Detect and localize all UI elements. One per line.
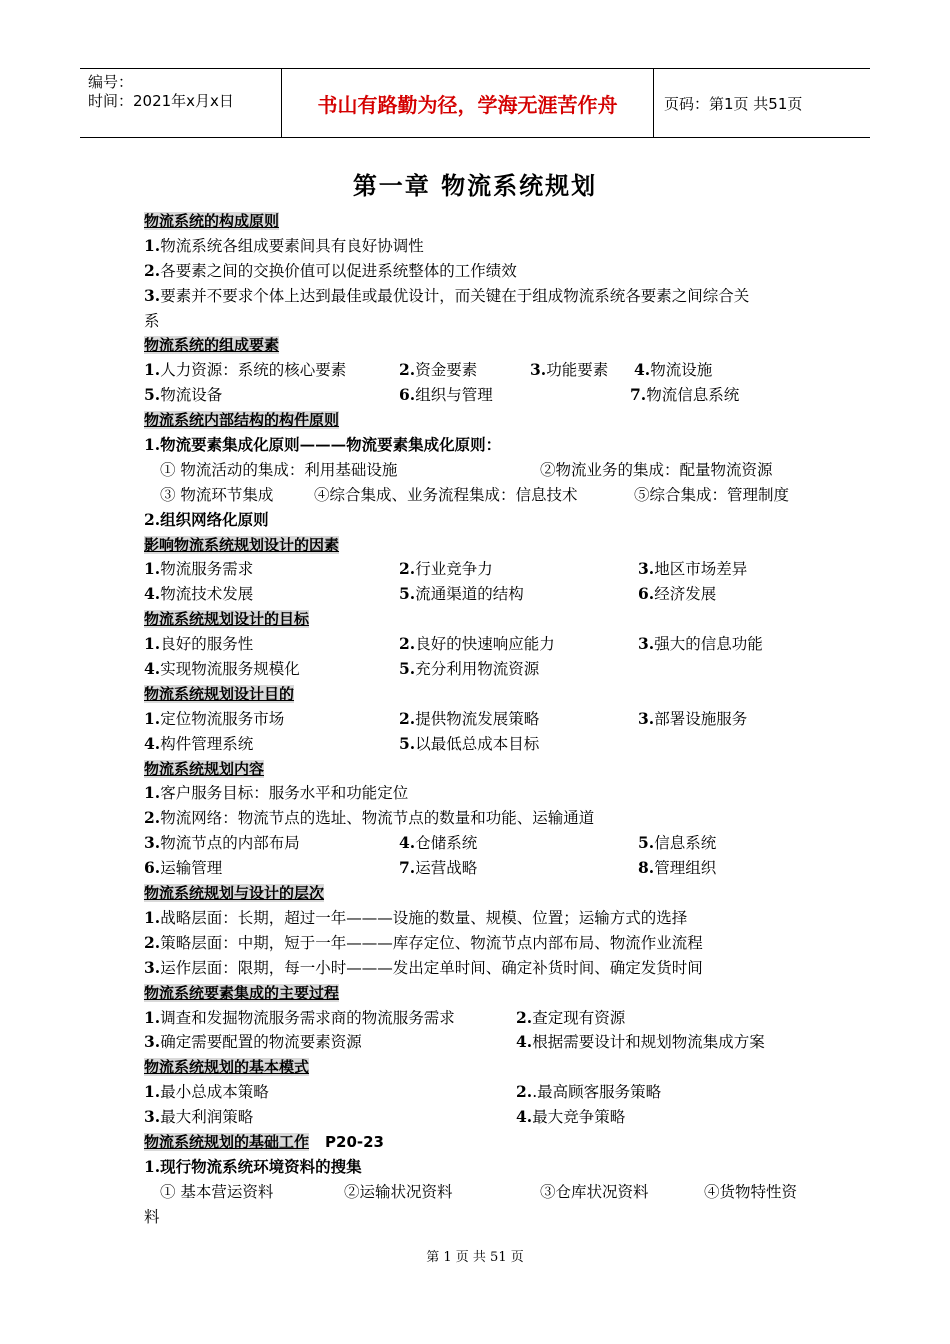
list-row: 1.良好的服务性 2.良好的快速响应能力 3.强大的信息功能 [144, 634, 763, 654]
list-item: 1.战略层面：长期，超过一年———设施的数量、规模、位置；运输方式的选择 [144, 907, 688, 927]
document-header [80, 68, 870, 138]
list-row: 4.构件管理系统 5.以最低总成本目标 [144, 733, 540, 753]
section-heading: 物流系统的组成要素 [144, 336, 280, 355]
list-item: 3.要素并不要求个体上达到最佳或最优设计，而关键在于组成物流系统各要素之间综合关 [144, 285, 750, 305]
subheading: 2.组织网络化原则 [144, 509, 269, 529]
document-body [144, 209, 824, 1230]
header-meta [80, 69, 282, 137]
section-heading: 物流系统规划内容 [144, 759, 265, 778]
section-heading: 物流系统内部结构的构件原则 [144, 411, 340, 430]
list-row: ① 基本营运资料 ②运输状况资料 ③仓库状况资料 ④货物特性资 [160, 1182, 798, 1201]
page-footer: 第 1 页 共 51 页 [426, 1250, 524, 1265]
list-row: 1.定位物流服务市场 2.提供物流发展策略 3.部署设施服务 [144, 708, 748, 728]
subheading: 1.物流要素集成化原则———物流要素集成化原则： [144, 435, 502, 455]
section-heading: 物流系统规划的基本模式 [144, 1058, 310, 1077]
time-label: 时间：2021年x月x日 [88, 92, 234, 110]
section-heading: 影响物流系统规划设计的因素 [144, 535, 340, 554]
list-row: 5.物流设备 6.组织与管理 7.物流信息系统 [144, 385, 740, 405]
list-row: 1.人力资源：系统的核心要素 2.资金要素 3.功能要素 4.物流设施 [144, 360, 713, 380]
page-reference: P20-23 [325, 1132, 384, 1151]
subheading: 1.现行物流系统环境资料的搜集 [144, 1156, 362, 1176]
list-item: 1.物流系统各组成要素间具有良好协调性 [144, 235, 424, 255]
list-row: ③ 物流环节集成 ④综合集成、业务流程集成：信息技术 ⑤综合集成：管理制度 [160, 485, 790, 504]
section-heading: 物流系统规划设计的目标 [144, 610, 310, 629]
list-item-continuation: 料 [144, 1207, 160, 1226]
list-row: 3.物流节点的内部布局 4.仓储系统 5.信息系统 [144, 833, 717, 853]
list-item: 2.物流网络：物流节点的选址、物流节点的数量和功能、运输通道 [144, 808, 595, 828]
list-row: ① 物流活动的集成：利用基础设施 ②物流业务的集成：配量物流资源 [160, 460, 773, 479]
section-heading: 物流系统规划与设计的层次 [144, 884, 325, 903]
header-motto: 书山有路勤为径，学海无涯苦作舟 [282, 69, 654, 137]
section-heading: 物流系统的构成原则 [144, 212, 280, 230]
list-row: 4.实现物流服务规模化 5.充分利用物流资源 [144, 659, 540, 679]
list-item: 2.策略层面：中期，短于一年———库存定位、物流节点内部布局、物流作业流程 [144, 932, 703, 952]
list-row: 3.最大利润策略 4.最大竞争策略 [144, 1107, 626, 1127]
list-item: 3.运作层面：限期，每一小时———发出定单时间、确定补货时间、确定发货时间 [144, 957, 703, 977]
list-row: 3.确定需要配置的物流要素资源 4.根据需要设计和规划物流集成方案 [144, 1032, 765, 1052]
serial-label: 编号： [88, 73, 134, 91]
list-row: 4.物流技术发展 5.流通渠道的结构 6.经济发展 [144, 584, 717, 604]
list-row: 1.最小总成本策略 2..最高顾客服务策略 [144, 1082, 662, 1102]
section-heading: 物流系统规划的基础工作 P20-23 [144, 1132, 384, 1151]
list-row: 1.调查和发掘物流服务需求商的物流服务需求 2.查定现有资源 [144, 1007, 626, 1027]
chapter-title: 第一章 物流系统规划 [352, 171, 598, 200]
header-page-info: 页码：第1页 共51页 [664, 94, 803, 113]
list-row: 1.物流服务需求 2.行业竞争力 3.地区市场差异 [144, 559, 748, 579]
list-item-continuation: 系 [144, 311, 160, 330]
section-heading: 物流系统规划设计目的 [144, 684, 295, 703]
section-heading: 物流系统要素集成的主要过程 [144, 983, 340, 1002]
list-item: 2.各要素之间的交换价值可以促进系统整体的工作绩效 [144, 260, 517, 280]
list-item: 1.客户服务目标：服务水平和功能定位 [144, 783, 409, 803]
list-row: 6.运输管理 7.运营战略 8.管理组织 [144, 858, 717, 878]
